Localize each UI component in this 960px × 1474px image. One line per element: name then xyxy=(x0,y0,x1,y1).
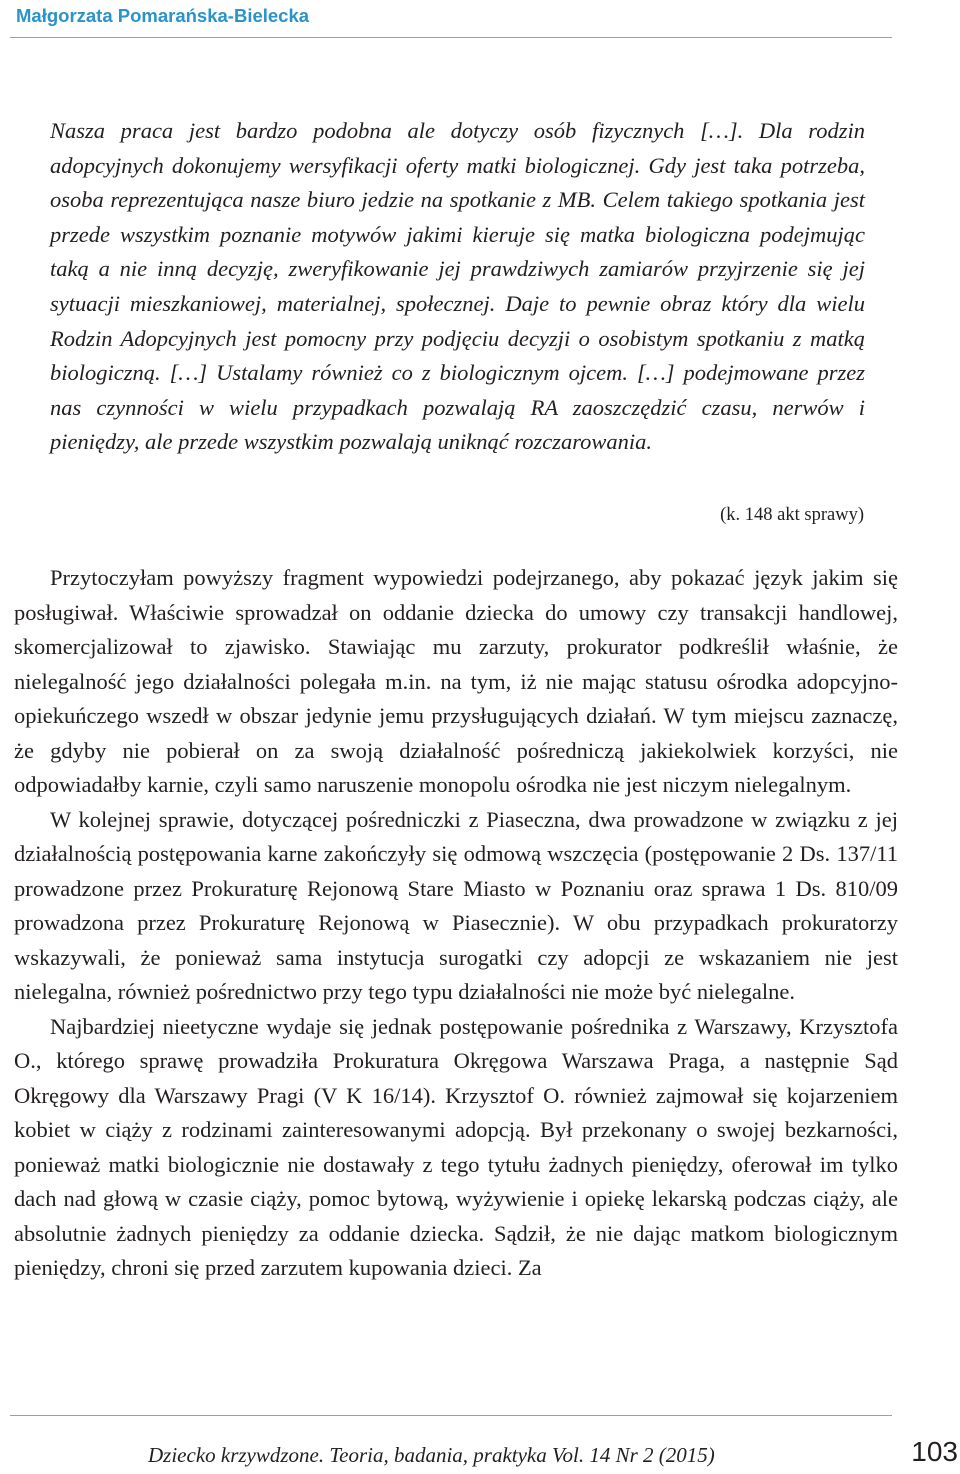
block-quote: Nasza praca jest bardzo podobna ale dotyczy osób fizycznych […]. Dla rodzin adopcyjnych dokonujemy wersyfikacji oferty matki biologicznej. Gdy jest taka potrzeba, osoba reprezentująca nasze biuro jedzie na spotkanie z MB. Celem takiego spotkania jest przede wszystkim poznanie motywów jakimi kieruje się matka biologiczna podejmując taką a nie inną decyzję, zweryfikowanie jej prawdziwych zamiarów przyjrzenie się jej sytuacji mieszkaniowej, materialnej, społecznej. Daje to pewnie obraz który dla wielu Rodzin Adopcyjnych jest pomocny przy podjęciu decyzji o osobistym spotkaniu z matką biologiczną. […] Ustalamy również co z biologicznym ojcem. […] podejmowane przez nas czynności w wielu przypadkach pozwalają RA zaoszczędzić czasu, nerwów i pieniędzy, ale przede wszystkim pozwalają uniknąć rozczarowania. xyxy=(50,118,865,455)
quote-citation: (k. 148 akt sprawy) xyxy=(720,505,864,525)
paragraph-3: Najbardziej nieetyczne wydaje się jednak postępowanie pośrednika z Warszawy, Krzysztofa O., którego sprawę prowadziła Prokuratura Okręgowa Warszawa Praga, a następnie Sąd Okręgowy dla Warszawy Pragi (V K 16/14). Krzysztof O. również zajmował się kojarzeniem kobiet w ciąży z rodzinami zainteresowanymi adopcją. Był przekonany o swojej bezkarności, ponieważ matki biologicznie nie dostawały z tego tytułu żadnych pieniędzy, oferował im tylko dach nad głową w czasie ciąży, pomoc bytową, wyżywienie i opiekę lekarską podczas ciąży, ale absolutnie żadnych pieniędzy za oddanie dziecka. Sądził, że nie dając matkom biologicznym pieniędzy, chroni się przed zarzutem kupowania dzieci. Za xyxy=(14,1013,898,1280)
footer-journal-title: Dziecko krzywdzone. Teoria, badania, praktyka Vol. 14 Nr 2 (2015) xyxy=(148,1443,715,1467)
paragraph-1: Przytoczyłam powyższy fragment wypowiedzi podejrzanego, aby pokazać język jakim się posługiwał. Właściwie sprowadzał on oddanie dziecka do umowy czy transakcji handlowej, skomercjalizował to zjawisko. Stawiając mu zarzuty, prokurator podkreślił właśnie, że nielegalność jego działalności polegała m.in. na tym, iż nie mając statusu ośrodka adopcyjno-opiekuńczego wszedł w obszar jedynie jemu przysługujących działań. W tym miejscu zaznaczę, że gdyby nie pobierał on za swoją działalność pośredniczą jakiekolwiek korzyści, nie odpowiadałby karnie, czyli samo naruszenie monopolu ośrodka nie jest niczym nielegalnym. xyxy=(14,565,898,797)
body-text xyxy=(14,561,898,1286)
paragraph-2: W kolejnej sprawie, dotyczącej pośredniczki z Piaseczna, dwa prowadzone w związku z jej działalnością postępowania karne zakończyły się odmową wszczęcia (postępowanie 2 Ds. 137/11 prowadzone przez Prokuraturę Rejonową Stare Miasto w Poznaniu oraz sprawa 1 Ds. 810/09 prowadzona przez Prokuraturę Rejonową w Piasecznie). W obu przypadkach prokuratorzy wskazywali, że ponieważ sama instytucja surogatki czy adopcji ze wskazaniem nie jest nielegalna, również pośrednictwo przy tego typu działalności nie może być nielegalne. xyxy=(14,806,898,1004)
page-number: 103 xyxy=(911,1436,958,1467)
footer-divider xyxy=(10,1415,892,1416)
running-header-author: Małgorzata Pomarańska-Bielecka xyxy=(16,5,310,26)
header-divider xyxy=(10,37,892,38)
